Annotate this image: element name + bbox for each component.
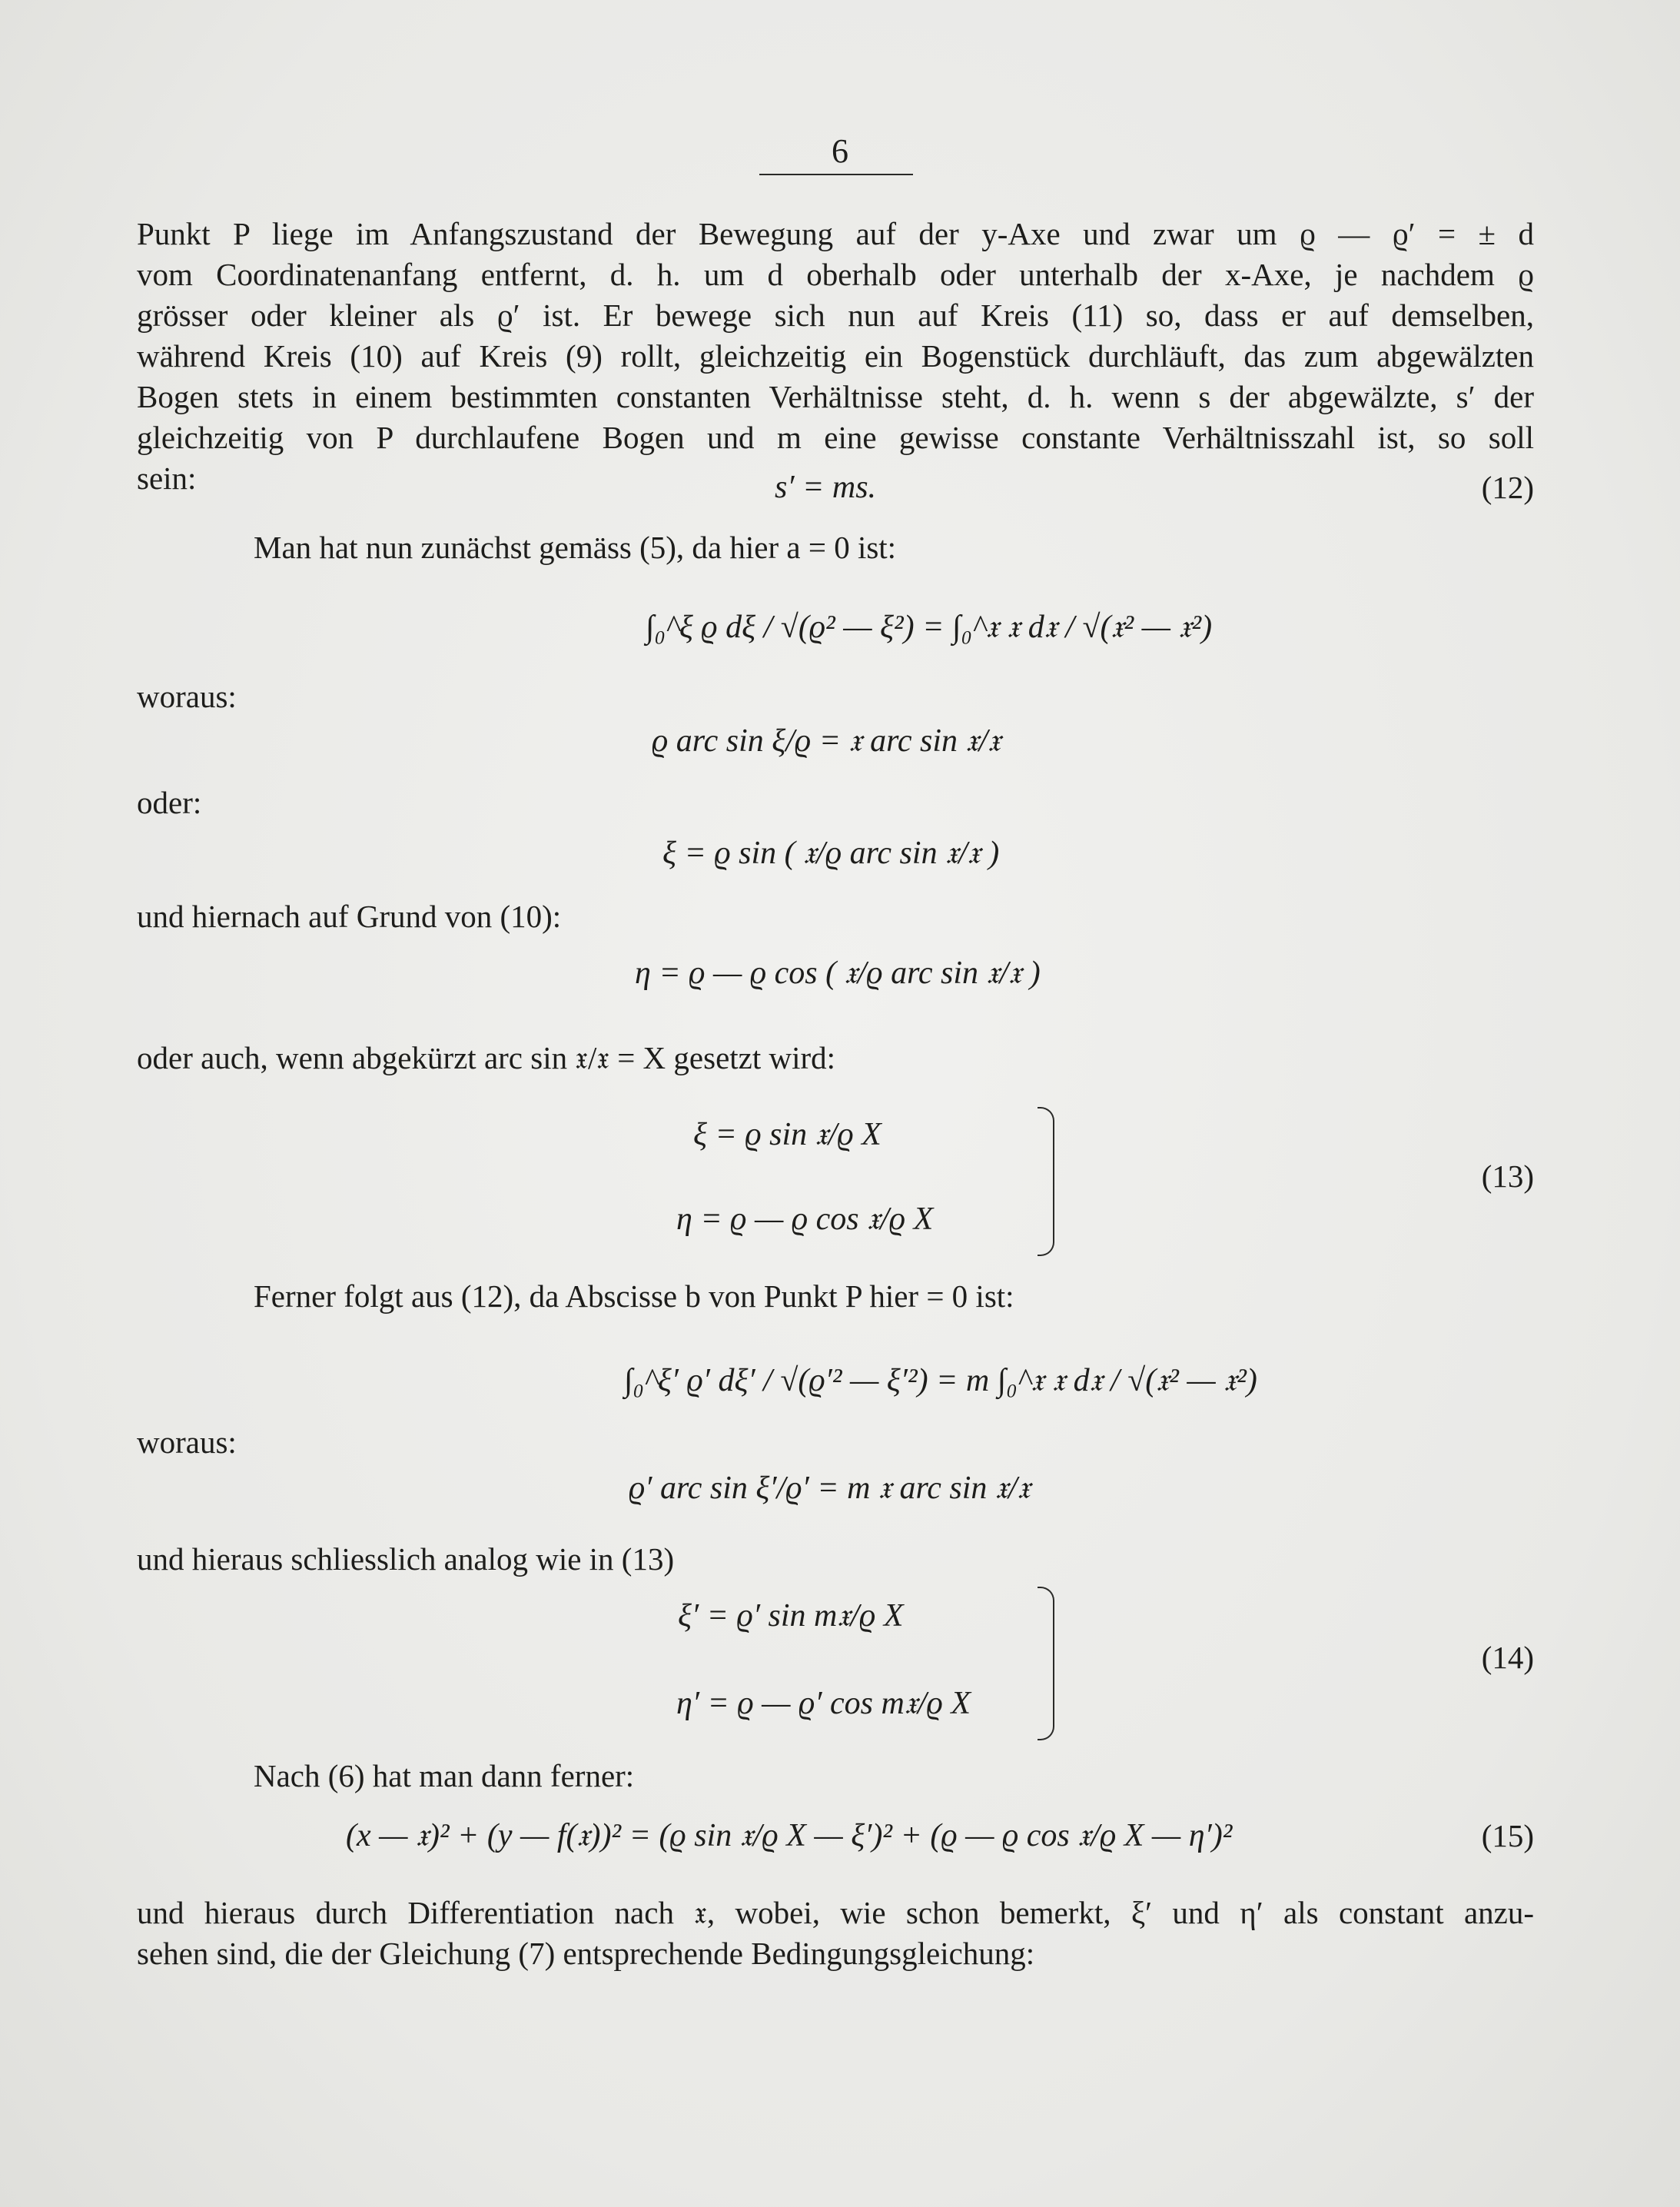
final-paragraph-line-2: sehen sind, die der Gleichung (7) entsprechende Bedingungsgleichung: [137,1936,1035,1971]
equation-15-number: (15) [1481,1818,1534,1853]
intro-eta: und hiernach auf Grund von (10): [137,899,562,934]
intro-integral-2: Ferner folgt aus (12), da Abscisse b von Punkt P hier = 0 ist: [254,1278,1014,1314]
paragraph1-line-3: grösser oder kleiner als ϱ′ ist. Er bewege sich nun auf Kreis (11) so, dass er auf demselben, [137,297,1534,333]
header-rule [759,174,913,175]
integral-equation-2: ∫₀^ξ′ ϱ′ dξ′ / √(ϱ′² — ξ′²) = m ∫₀^𝔵 𝔵 d𝔵 / √(𝔵² — 𝔵²) [624,1363,1257,1398]
intro-integral-1: Man hat nun zunächst gemäss (5), da hier a = 0 ist: [254,530,897,565]
label-woraus-2: woraus: [137,1424,237,1460]
arcsin-equation-2: ϱ′ arc sin ξ′/ϱ′ = m 𝔵 arc sin 𝔵/𝔵 [629,1471,1031,1506]
equation-12-number: (12) [1481,470,1534,505]
paragraph1-line-7: sein: [137,460,197,496]
final-paragraph-line-1: und hieraus durch Differentiation nach 𝔵, wobei, wie schon bemerkt, ξ′ und η′ als constant anzu- [137,1895,1534,1930]
paragraph1-line-2: vom Coordinatenanfang entfernt, d. h. um d oberhalb oder unterhalb der x-Axe, je nachdem ϱ [137,257,1534,292]
equation-14-brace [1038,1587,1054,1740]
equation-13-eta: η = ϱ — ϱ cos 𝔵/ϱ X [676,1202,934,1237]
equation-13-number: (13) [1481,1158,1534,1194]
paragraph1-line-5: Bogen stets in einem bestimmten constanten Verhältnisse steht, d. h. wenn s der abgewälzte, s′ der [137,379,1534,414]
equation-13-xi: ξ = ϱ sin 𝔵/ϱ X [693,1117,882,1152]
label-oder: oder: [137,785,202,820]
equation-14-xi: ξ′ = ϱ′ sin m𝔵/ϱ X [678,1598,904,1634]
equation-15: (x — 𝔵)² + (y — f(𝔵))² = (ϱ sin 𝔵/ϱ X — ξ′)² + (ϱ — ϱ cos 𝔵/ϱ X — η′)² [346,1818,1233,1853]
paragraph1-line-6: gleichzeitig von P durchlaufene Bogen und m eine gewisse constante Verhältnisszahl ist, so soll [137,420,1534,455]
intro-abbreviation-X: oder auch, wenn abgekürzt arc sin 𝔵/𝔵 = X gesetzt wird: [137,1040,836,1075]
label-woraus-1: woraus: [137,679,237,714]
xi-equation: ξ = ϱ sin ( 𝔵/ϱ arc sin 𝔵/𝔵 ) [662,836,1000,871]
intro-equation-15: Nach (6) hat man dann ferner: [254,1758,635,1793]
paragraph1-line-1: Punkt P liege im Anfangszustand der Bewegung auf der y-Axe und zwar um ϱ — ϱ′ = ± d [137,216,1534,251]
equation-14-number: (14) [1481,1640,1534,1675]
equation-13-brace [1038,1107,1054,1256]
eta-equation: η = ϱ — ϱ cos ( 𝔵/ϱ arc sin 𝔵/𝔵 ) [635,956,1041,991]
integral-equation-1: ∫₀^ξ ϱ dξ / √(ϱ² — ξ²) = ∫₀^𝔵 𝔵 d𝔵 / √(𝔵² — 𝔵²) [646,610,1213,645]
equation-14-eta: η′ = ϱ — ϱ′ cos m𝔵/ϱ X [676,1686,971,1721]
page-header [0,132,1680,171]
arcsin-equation-1: ϱ arc sin ξ/ϱ = 𝔵 arc sin 𝔵/𝔵 [652,723,1001,759]
intro-equation-14: und hieraus schliesslich analog wie in (13) [137,1541,675,1577]
equation-12: s′ = ms. [775,470,877,505]
page-number: 6 [832,132,848,170]
paragraph1-line-4: während Kreis (10) auf Kreis (9) rollt, gleichzeitig ein Bogenstück durchläuft, das zum abgewälzten [137,338,1534,374]
